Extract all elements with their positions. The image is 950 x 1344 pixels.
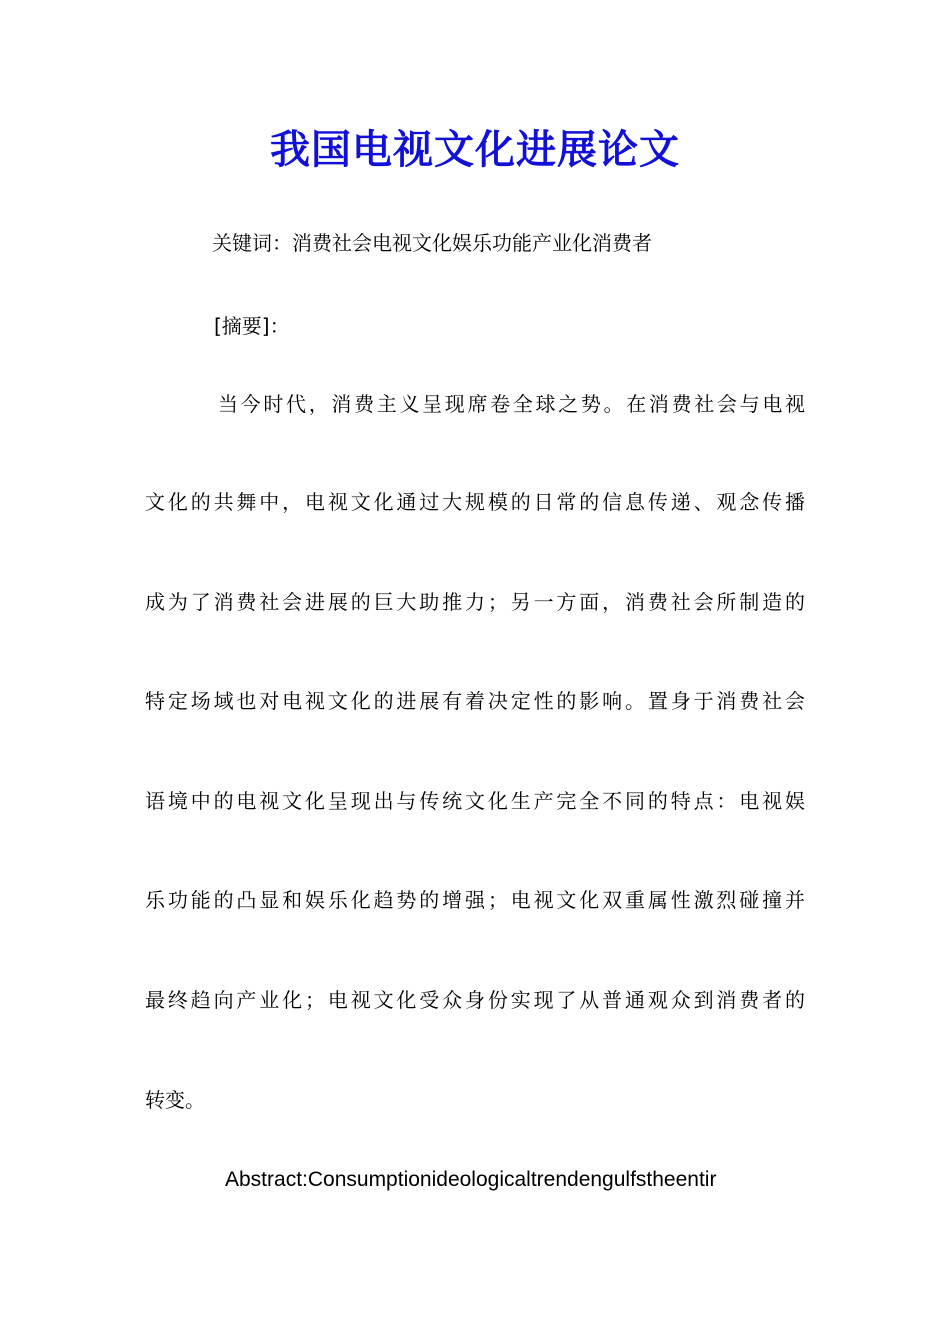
abstract-line: 当今时代，消费主义呈现席卷全球之势。在消费社会与电视	[218, 392, 805, 416]
abstract-line: 特定场域也对电视文化的进展有着决定性的影响。置身于消费社会	[145, 689, 805, 713]
abstract-line: 乐功能的凸显和娱乐化趋势的增强；电视文化双重属性激烈碰撞并	[145, 888, 805, 912]
abstract-line: 文化的共舞中，电视文化通过大规模的日常的信息传递、观念传播	[145, 490, 805, 514]
document-title: 我国电视文化进展论文	[270, 126, 680, 173]
abstract-line: 成为了消费社会进展的巨大助推力；另一方面，消费社会所制造的	[145, 590, 805, 614]
abstract-heading: [摘要]：	[214, 314, 290, 338]
abstract-line: 转变。	[145, 1088, 205, 1112]
abstract-english-line: Abstract:Consumptionideologicaltrendengulfstheentir	[225, 1168, 717, 1191]
keywords-line: 关键词：消费社会电视文化娱乐功能产业化消费者	[212, 231, 652, 255]
abstract-line: 最终趋向产业化；电视文化受众身份实现了从普通观众到消费者的	[145, 988, 805, 1012]
abstract-line: 语境中的电视文化呈现出与传统文化生产完全不同的特点：电视娱	[145, 789, 805, 813]
